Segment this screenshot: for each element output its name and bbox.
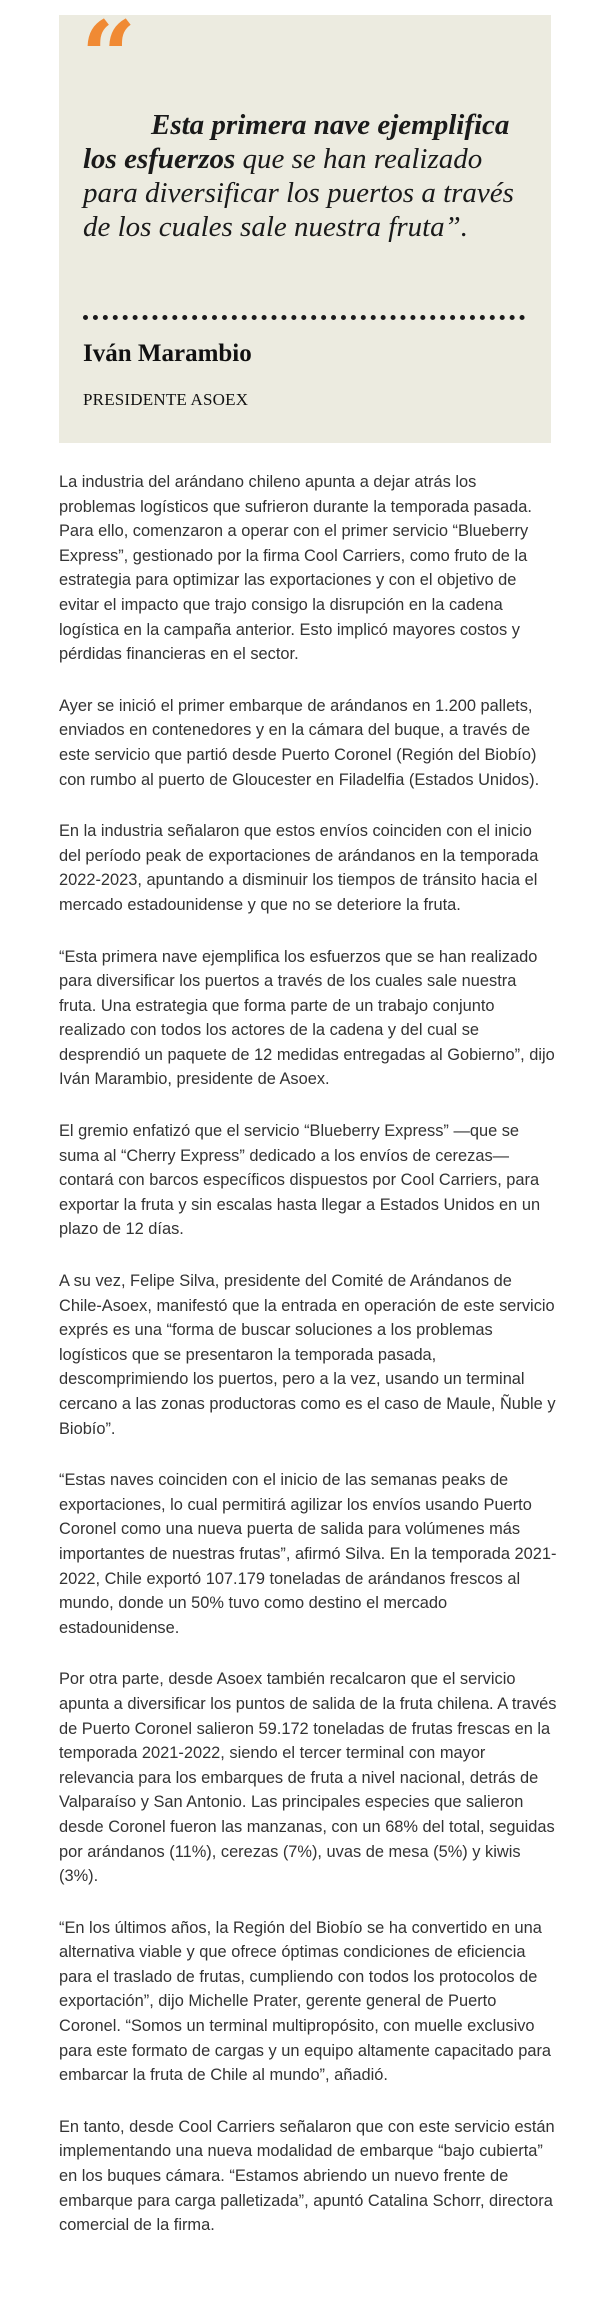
quote-author-role: PRESIDENTE ASOEX [83, 390, 249, 409]
article-paragraph: “Esta primera nave ejemplifica los esfuerzos que se han realizado para diversificar los puertos a través de los cuales sale nuestra fruta. Una estrategia que forma parte de un trabajo conjunto realizado con todos los actores de la cadena y del cual se desprendió un paquete de 12 medidas entregadas al Gobierno”, dijo Iván Marambio, presidente de Asoex. [59, 947, 555, 1089]
pull-quote-text [83, 108, 543, 244]
article-paragraph: La industria del arándano chileno apunta a dejar atrás los problemas logísticos que sufrieron durante la temporada pasada. Para ello, comenzaron a operar con el primer servicio “Blueberry Express”, gestionado por la firma Cool Carriers, como fruto de la estrategia para optimizar las exportaciones y con el objetivo de evitar el impacto que trajo consigo la disrupción en la cadena logística en la campaña anterior. Esto implicó mayores costos y pérdidas financieras en el sector. [59, 473, 532, 664]
quote-divider [83, 315, 525, 320]
article-paragraph: En tanto, desde Cool Carriers señalaron que con este servicio están implementando una nueva modalidad de embarque “bajo cubierta” en los buques cámara. “Estamos abriendo un nuevo frente de embarque para carga palletizada”, apuntó Catalina Schorr, directora comercial de la firma. [59, 2117, 555, 2235]
article-paragraph: El gremio enfatizó que el servicio “Blueberry Express” —que se suma al “Cherry Express” dedicado a los envíos de cerezas— contará con barcos específicos dispuestos por Cool Carriers, para exportar la fruta y sin escalas hasta llegar a Estados Unidos en un plazo de 12 días. [59, 1122, 541, 1239]
quote-mark-icon: “ [81, 0, 137, 113]
article-paragraph: Por otra parte, desde Asoex también recalcaron que el servicio apunta a diversificar los puntos de salida de la fruta chilena. A través de Puerto Coronel salieron 59.172 toneladas de frutas frescas en la temporada 2021-2022, siendo el tercer terminal con mayor relevancia para los embarques de fruta a nivel nacional, detrás de Valparaíso y San Antonio. Las principales especies que salieron desde Coronel fueron las manzanas, con un 68% del total, seguidas por arándanos (11%), cerezas (7%), uvas de mesa (5%) y kiwis (3%). [59, 1670, 557, 1886]
article-body [59, 470, 557, 2265]
article-paragraph: Ayer se inició el primer embarque de arándanos en 1.200 pallets, enviados en contenedores y en la cámara del buque, a través de este servicio que partió desde Puerto Coronel (Región del Biobío) con rumbo al puerto de Gloucester en Filadelfia (Estados Unidos). [59, 696, 540, 789]
pull-quote-rest: que se han realizado para diversificar los puertos a través de los cuales sale nuestra fruta”. [83, 143, 514, 243]
pull-quote-bold: Esta primera nave ejemplifica los esfuerzos [83, 109, 510, 175]
article-paragraph: A su vez, Felipe Silva, presidente del Comité de Arándanos de Chile-Asoex, manifestó que la entrada en operación de este servicio exprés es una “forma de buscar soluciones a los problemas logísticos que se presentaron la temporada pasada, descomprimiendo los puertos, pero a la vez, usando un terminal cercano a las zonas productoras como es el caso de Maule, Ñuble y Biobío”. [59, 1272, 556, 1438]
pull-quote-box [59, 0, 551, 443]
quote-author: Iván Marambio [83, 340, 252, 367]
article-paragraph: “En los últimos años, la Región del Biobío se ha convertido en una alternativa viable y que ofrece óptimas condiciones de eficiencia para el traslado de frutas, cumpliendo con todos los protocolos de exportación”, dijo Michelle Prater, gerente general de Puerto Coronel. “Somos un terminal multipropósito, con muelle exclusivo para este formato de cargas y un equipo altamente capacitado para embarcar la fruta de Chile al mundo”, añadió. [59, 1918, 552, 2085]
article-paragraph: “Estas naves coinciden con el inicio de las semanas peaks de exportaciones, lo cual permitirá agilizar los envíos usando Puerto Coronel como una nueva puerta de salida para volúmenes más importantes de nuestras frutas”, afirmó Silva. En la temporada 2021-2022, Chile exportó 107.179 toneladas de arándanos frescos al mundo, donde un 50% tuvo como destino el mercado estadounidense. [59, 1471, 557, 1637]
article-paragraph: En la industria señalaron que estos envíos coinciden con el inicio del período peak de exportaciones de arándanos en la temporada 2022-2023, apuntando a disminuir los tiempos de tránsito hacia el mercado estadounidense y que no se deteriore la fruta. [59, 822, 539, 914]
